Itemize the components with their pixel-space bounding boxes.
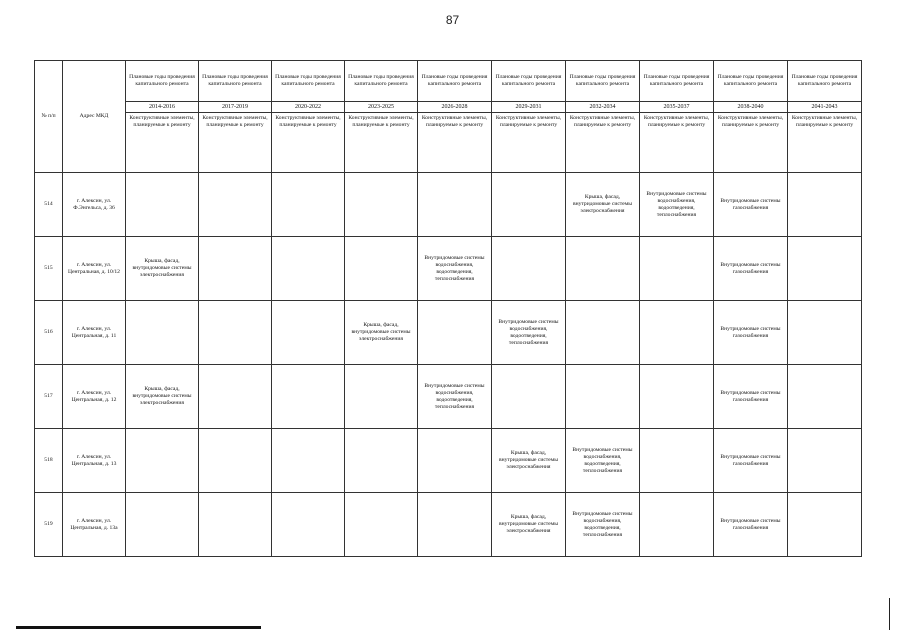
repair-elements-cell xyxy=(272,365,345,429)
header-elements: Конструктивные элементы, планируемые к ремонту xyxy=(418,113,492,173)
row-number: 518 xyxy=(35,429,63,493)
repair-elements-cell xyxy=(788,237,862,301)
repair-elements-cell xyxy=(199,493,272,557)
repair-elements-cell xyxy=(418,301,492,365)
header-period: Плановые годы проведения капитального ремонта xyxy=(714,61,788,102)
repair-elements-cell xyxy=(566,237,640,301)
header-row-number: № п/п xyxy=(35,61,63,173)
repair-elements-cell: Внутридомовые системы газоснабжения xyxy=(714,365,788,429)
address-cell: г. Алексин, ул. Центральная, д. 13а xyxy=(63,493,126,557)
repair-elements-cell xyxy=(788,173,862,237)
repair-elements-cell xyxy=(345,429,418,493)
repair-elements-cell xyxy=(492,237,566,301)
table-row xyxy=(35,493,862,557)
repair-elements-cell xyxy=(492,365,566,429)
repair-elements-cell xyxy=(272,493,345,557)
address-cell: г. Алексин, ул. Центральная, д. 12 xyxy=(63,365,126,429)
repair-elements-cell: Крыша, фасад, внутридомовые системы электроснабжения xyxy=(492,429,566,493)
header-elements: Конструктивные элементы, планируемые к ремонту xyxy=(199,113,272,173)
header-elements: Конструктивные элементы, планируемые к ремонту xyxy=(714,113,788,173)
repair-elements-cell xyxy=(788,493,862,557)
header-period: Плановые годы проведения капитального ремонта xyxy=(272,61,345,102)
header-elements: Конструктивные элементы, планируемые к ремонту xyxy=(126,113,199,173)
repair-elements-cell: Крыша, фасад, внутридомовые системы электроснабжения xyxy=(492,493,566,557)
header-elements: Конструктивные элементы, планируемые к ремонту xyxy=(640,113,714,173)
header-period: Плановые годы проведения капитального ремонта xyxy=(199,61,272,102)
repair-elements-cell xyxy=(199,301,272,365)
row-number: 517 xyxy=(35,365,63,429)
repair-elements-cell xyxy=(418,493,492,557)
address-cell: г. Алексин, ул. Центральная, д. 10/12 xyxy=(63,237,126,301)
repair-elements-cell: Крыша, фасад, внутридомовые системы электроснабжения xyxy=(566,173,640,237)
repair-elements-cell xyxy=(345,493,418,557)
header-period: Плановые годы проведения капитального ремонта xyxy=(126,61,199,102)
repair-elements-cell xyxy=(640,493,714,557)
header-period: Плановые годы проведения капитального ремонта xyxy=(640,61,714,102)
header-period: Плановые годы проведения капитального ремонта xyxy=(566,61,640,102)
repair-elements-cell xyxy=(345,173,418,237)
repair-elements-cell xyxy=(272,301,345,365)
header-elements: Конструктивные элементы, планируемые к ремонту xyxy=(788,113,862,173)
header-row-years xyxy=(35,102,862,113)
repair-elements-cell: Внутридомовые системы газоснабжения xyxy=(714,173,788,237)
repair-elements-cell: Крыша, фасад, внутридомовые системы электроснабжения xyxy=(126,237,199,301)
footer-divider xyxy=(16,626,261,629)
repair-elements-cell: Внутридомовые системы газоснабжения xyxy=(714,493,788,557)
repair-elements-cell xyxy=(640,365,714,429)
repair-elements-cell xyxy=(640,237,714,301)
repair-elements-cell xyxy=(788,365,862,429)
header-elements: Конструктивные элементы, планируемые к ремонту xyxy=(566,113,640,173)
header-period: Плановые годы проведения капитального ремонта xyxy=(788,61,862,102)
repair-elements-cell xyxy=(272,173,345,237)
repair-elements-cell xyxy=(126,301,199,365)
repair-elements-cell xyxy=(199,173,272,237)
repair-elements-cell xyxy=(788,301,862,365)
repair-elements-cell xyxy=(492,173,566,237)
row-number: 516 xyxy=(35,301,63,365)
repair-elements-cell xyxy=(788,429,862,493)
repair-elements-cell: Внутридомовые системы водоснабжения, водоотведения, теплоснабжения xyxy=(492,301,566,365)
header-period: Плановые годы проведения капитального ремонта xyxy=(345,61,418,102)
repair-elements-cell: Внутридомовые системы газоснабжения xyxy=(714,237,788,301)
table-row xyxy=(35,237,862,301)
repair-elements-cell xyxy=(640,429,714,493)
row-number: 514 xyxy=(35,173,63,237)
header-year-range: 2014-2016 xyxy=(126,102,199,113)
page-number: 87 xyxy=(445,13,460,27)
header-address: Адрес МКД xyxy=(63,61,126,173)
header-year-range: 2032-2034 xyxy=(566,102,640,113)
header-year-range: 2035-2037 xyxy=(640,102,714,113)
repair-elements-cell: Крыша, фасад, внутридомовые системы электроснабжения xyxy=(345,301,418,365)
repair-elements-cell xyxy=(126,493,199,557)
repair-elements-cell xyxy=(126,173,199,237)
repair-elements-cell xyxy=(199,429,272,493)
repair-elements-cell: Внутридомовые системы водоснабжения, водоотведения, теплоснабжения xyxy=(418,365,492,429)
header-year-range: 2041-2043 xyxy=(788,102,862,113)
row-number: 515 xyxy=(35,237,63,301)
repair-elements-cell xyxy=(272,429,345,493)
repair-elements-cell: Крыша, фасад, внутридомовые системы электроснабжения xyxy=(126,365,199,429)
header-year-range: 2017-2019 xyxy=(199,102,272,113)
header-year-range: 2020-2022 xyxy=(272,102,345,113)
repair-elements-cell xyxy=(345,365,418,429)
repair-elements-cell: Внутридомовые системы газоснабжения xyxy=(714,429,788,493)
header-year-range: 2029-2031 xyxy=(492,102,566,113)
header-elements: Конструктивные элементы, планируемые к ремонту xyxy=(272,113,345,173)
address-cell: г. Алексин, ул. Центральная, д. 11 xyxy=(63,301,126,365)
header-year-range: 2038-2040 xyxy=(714,102,788,113)
address-cell: г. Алексин, ул. Ф.Энгельса, д. 36 xyxy=(63,173,126,237)
repair-elements-cell xyxy=(126,429,199,493)
repair-elements-cell xyxy=(345,237,418,301)
capital-repair-plan-table xyxy=(34,60,862,557)
repair-elements-cell xyxy=(272,237,345,301)
repair-elements-cell: Внутридомовые системы водоснабжения, водоотведения, теплоснабжения xyxy=(566,493,640,557)
header-period: Плановые годы проведения капитального ремонта xyxy=(492,61,566,102)
table-row xyxy=(35,301,862,365)
header-year-range: 2023-2025 xyxy=(345,102,418,113)
table-row xyxy=(35,173,862,237)
repair-elements-cell xyxy=(199,365,272,429)
repair-elements-cell xyxy=(640,301,714,365)
repair-elements-cell xyxy=(566,365,640,429)
header-year-range: 2026-2028 xyxy=(418,102,492,113)
header-elements: Конструктивные элементы, планируемые к ремонту xyxy=(492,113,566,173)
header-elements: Конструктивные элементы, планируемые к ремонту xyxy=(345,113,418,173)
repair-elements-cell xyxy=(418,429,492,493)
margin-mark xyxy=(889,598,890,630)
repair-elements-cell: Внутридомовые системы водоснабжения, водоотведения, теплоснабжения xyxy=(640,173,714,237)
table-body xyxy=(35,173,862,557)
header-row-periods xyxy=(35,61,862,102)
repair-elements-cell xyxy=(199,237,272,301)
repair-elements-cell: Внутридомовые системы водоснабжения, водоотведения, теплоснабжения xyxy=(418,237,492,301)
repair-elements-cell xyxy=(418,173,492,237)
repair-elements-cell: Внутридомовые системы водоснабжения, водоотведения, теплоснабжения xyxy=(566,429,640,493)
row-number: 519 xyxy=(35,493,63,557)
table-row xyxy=(35,429,862,493)
table-row xyxy=(35,365,862,429)
header-period: Плановые годы проведения капитального ремонта xyxy=(418,61,492,102)
repair-elements-cell: Внутридомовые системы газоснабжения xyxy=(714,301,788,365)
address-cell: г. Алексин, ул. Центральная, д. 13 xyxy=(63,429,126,493)
header-row-elements xyxy=(35,113,862,173)
repair-elements-cell xyxy=(566,301,640,365)
